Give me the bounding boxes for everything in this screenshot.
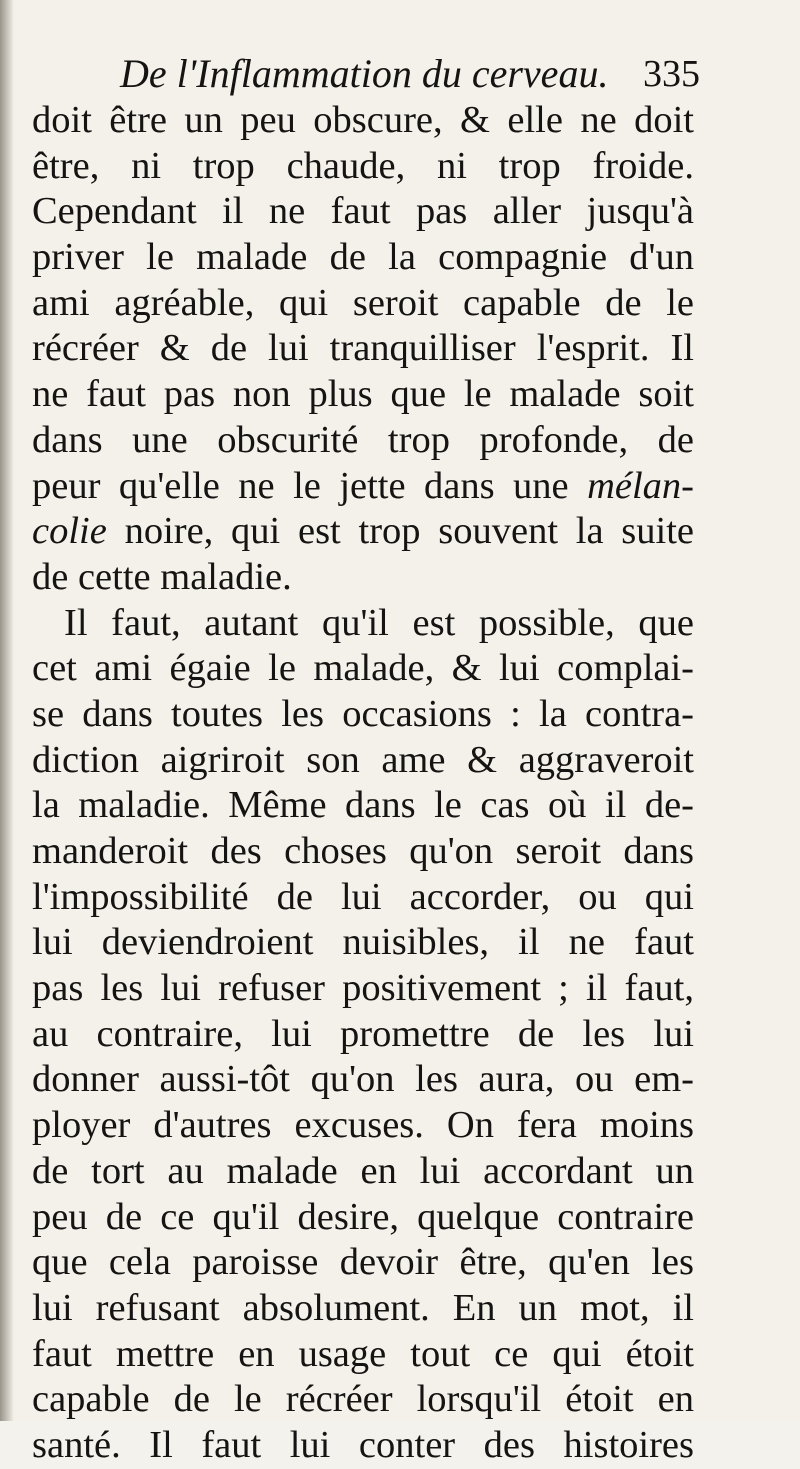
page-header — [120, 46, 700, 102]
text-line: lui refusant absolument. En un mot, il — [32, 1286, 694, 1329]
text-line: capable de le récréer lorsqu'il étoit en — [32, 1378, 694, 1421]
italic-word: colie — [32, 510, 107, 553]
text-line: donner aussi-tôt qu'on les aura, ou em- — [32, 1058, 694, 1101]
text-line: Cependant il ne faut pas aller jusqu'à — [32, 190, 694, 233]
text-line: de tort au malade en lui accordant un — [32, 1149, 694, 1192]
text-line: priver le malade de la compagnie d'un — [32, 236, 694, 279]
text-line: santé. Il faut lui conter des histoires — [32, 1423, 694, 1466]
text-line: l'impossibilité de lui accorder, ou qui — [32, 875, 694, 918]
text-line: ne faut pas non plus que le malade soit — [32, 373, 694, 416]
text-line-paragraph-start: Il faut, autant qu'il est possible, que — [64, 601, 694, 644]
text-line-paragraph-end: de cette maladie. — [32, 555, 292, 598]
text-line: au contraire, lui promettre de les lui — [32, 1012, 694, 1055]
text-line: faut mettre en usage tout ce qui étoit — [32, 1332, 694, 1375]
running-title: De l'Inflammation du cerveau. — [120, 51, 609, 96]
text-line: ployer d'autres excuses. On fera moins — [32, 1104, 694, 1147]
italic-word: mélan- — [587, 464, 695, 507]
text-segment: noire, qui est trop souvent la suite — [124, 510, 695, 553]
body-text — [32, 98, 694, 1469]
text-line: dans une obscurité trop profonde, de — [32, 418, 694, 461]
text-line: doit être un peu obscure, & elle ne doit — [32, 99, 694, 141]
text-line: diction aigriroit son ame & aggraveroit — [32, 738, 694, 781]
text-line: récréer & de lui tranquilliser l'esprit. Il — [32, 327, 694, 370]
text-line: ami agréable, qui seroit capable de le — [32, 281, 694, 324]
text-line: pas les lui refuser positivement ; il faut, — [32, 967, 694, 1010]
text-line: lui deviendroient nuisibles, il ne faut — [32, 921, 694, 964]
text-line: la maladie. Même dans le cas où il de- — [32, 784, 694, 827]
text-segment: peur qu'elle ne le jette dans une — [32, 464, 569, 507]
text-line — [32, 509, 694, 555]
page-number: 335 — [643, 53, 700, 95]
text-line — [32, 464, 694, 510]
text-line: se dans toutes les occasions : la contra- — [32, 692, 694, 735]
text-line: que cela paroisse devoir être, qu'en les — [32, 1241, 694, 1284]
binding-gutter-shadow — [0, 0, 14, 1421]
text-line: cet ami égaie le malade, & lui complai- — [32, 647, 694, 690]
text-line: être, ni trop chaude, ni trop froide. — [32, 144, 694, 187]
text-line: manderoit des choses qu'on seroit dans — [32, 830, 694, 872]
text-line: peu de ce qu'il desire, quelque contraire — [32, 1195, 694, 1238]
